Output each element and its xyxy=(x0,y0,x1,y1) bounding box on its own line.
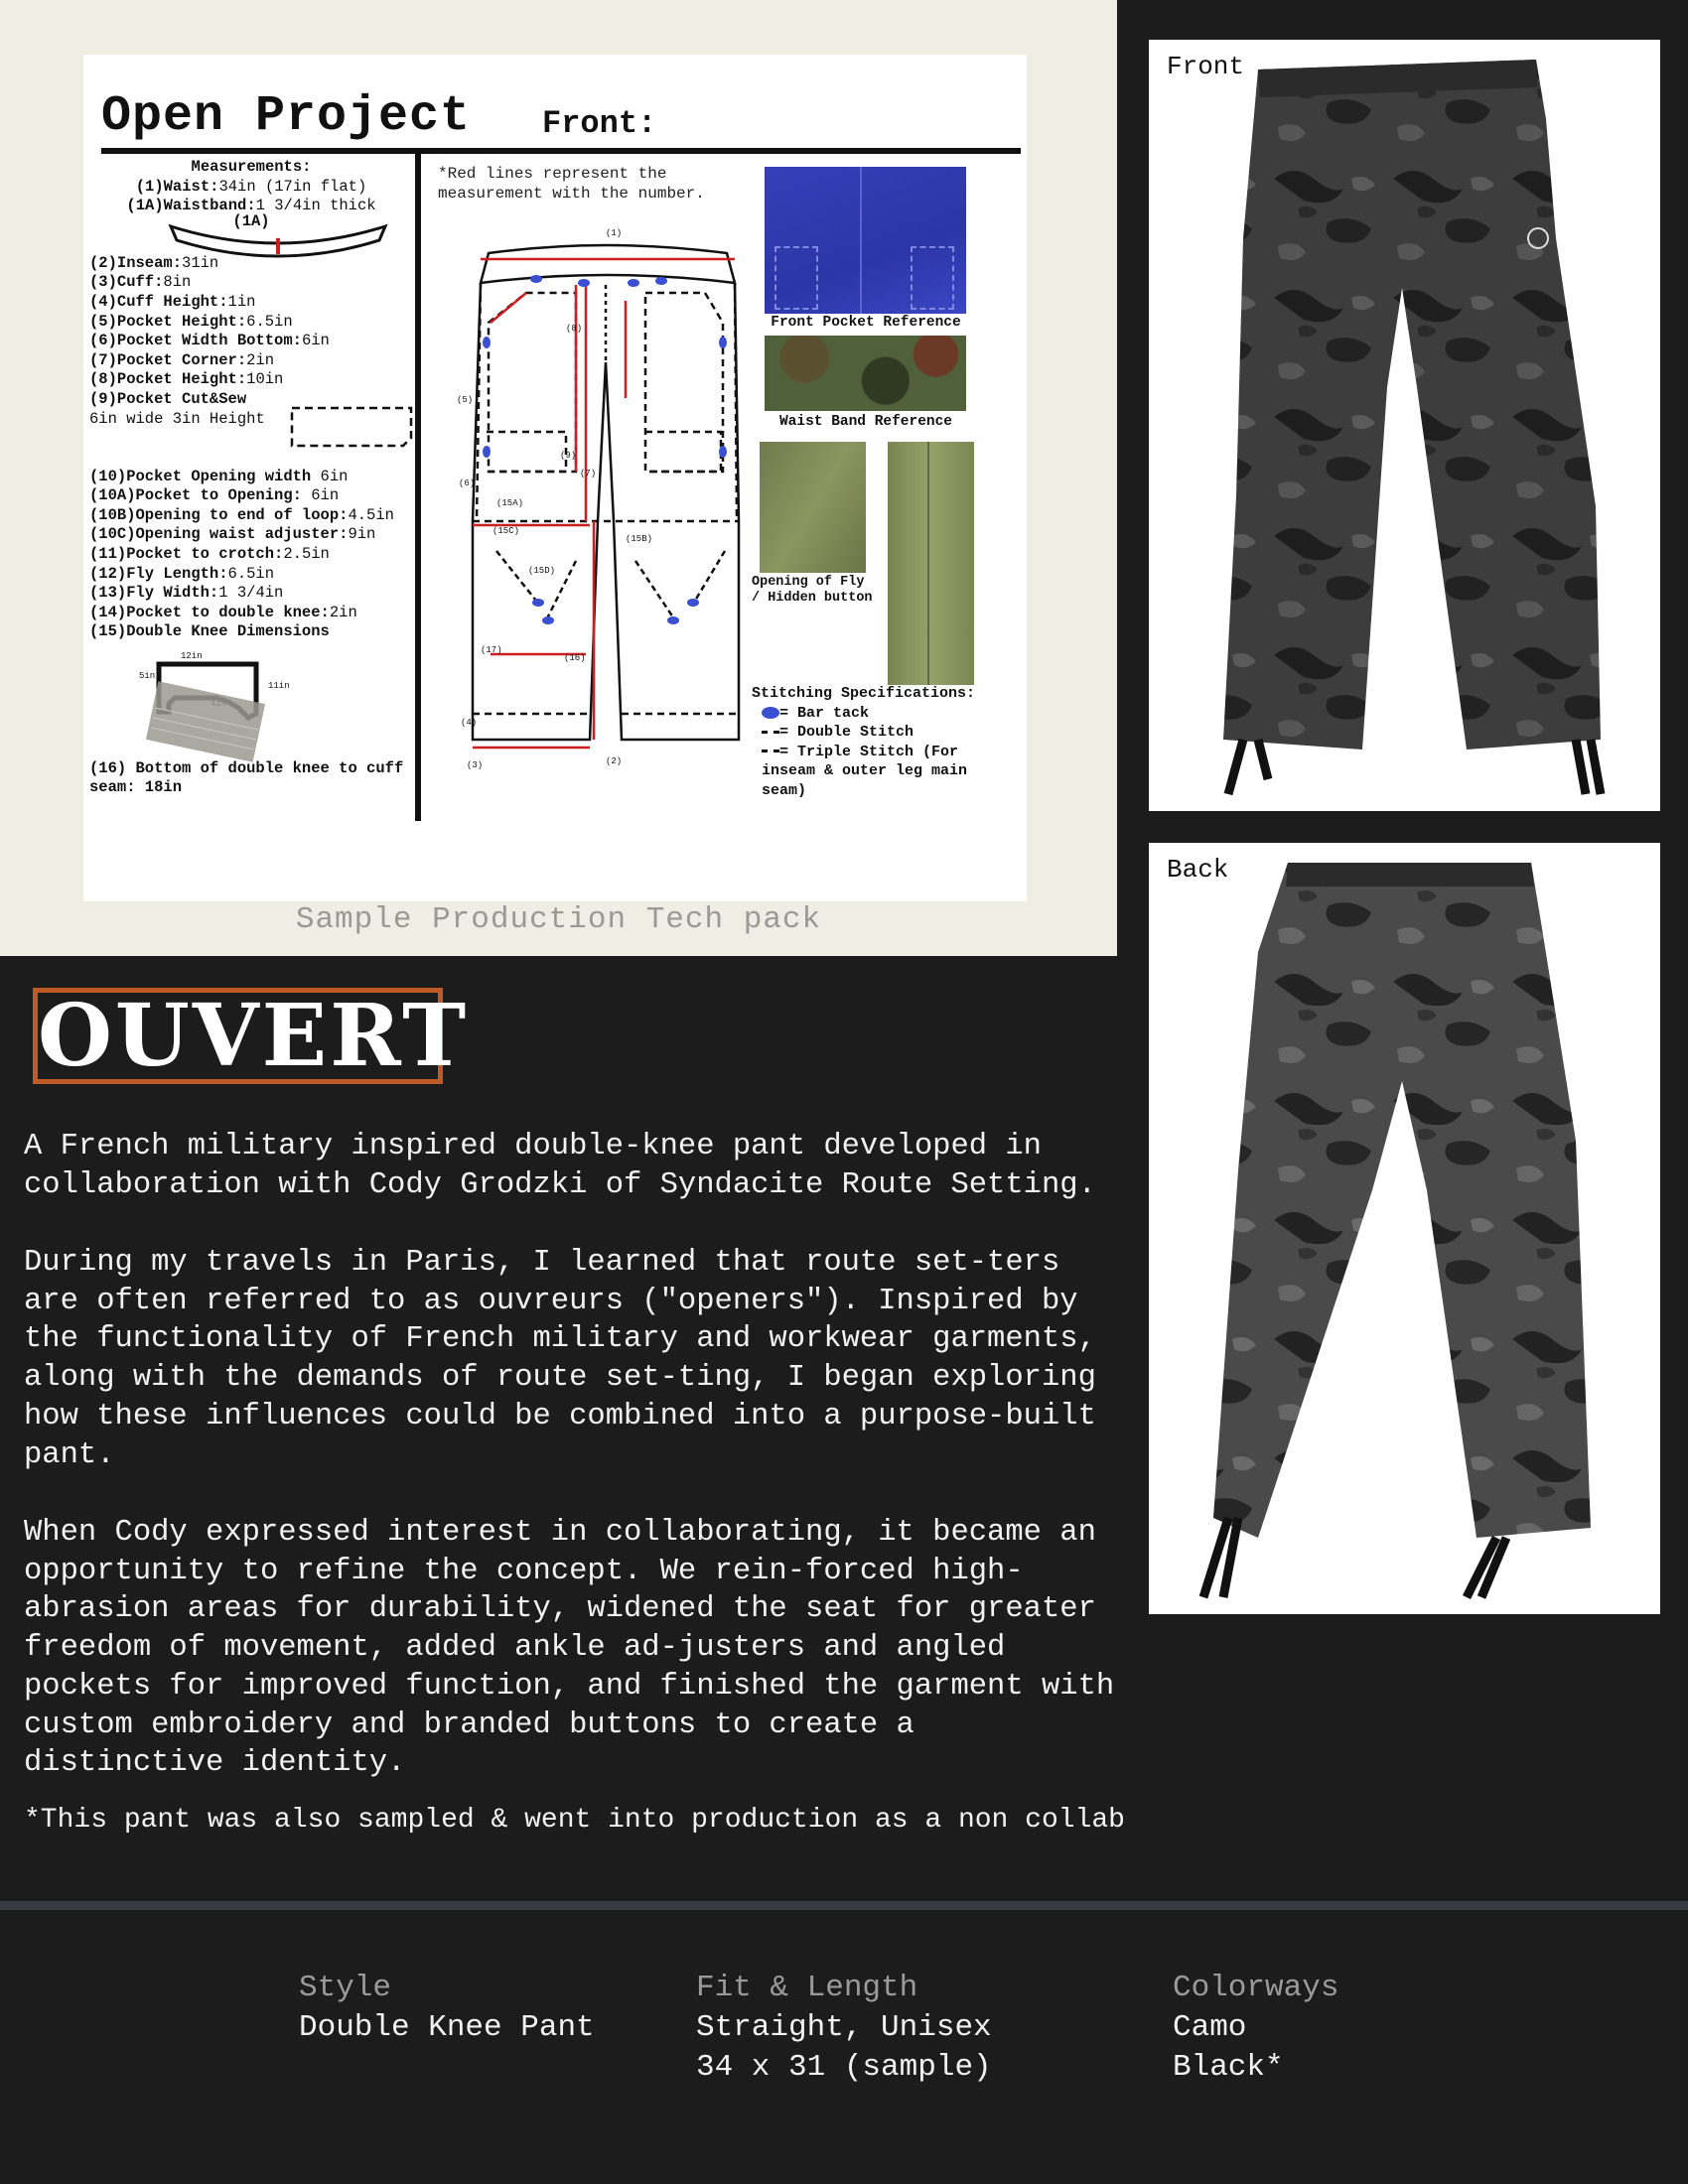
brand-title: OUVERT xyxy=(38,986,470,1086)
measurement-waist: (1)Waist:34in (17in flat) xyxy=(135,177,367,196)
diagram-label: (8) xyxy=(566,324,583,334)
techpack-panel xyxy=(0,0,1117,956)
measurement-waistband: (1A)Waistband:1 3/4in thick xyxy=(126,197,376,215)
measurements-heading: Measurements: xyxy=(191,158,312,176)
stitch-triple: = Triple Stitch (For inseam & outer leg main seam) xyxy=(762,743,968,799)
techpack-title: Open Project xyxy=(101,88,472,145)
diagram-label: (3) xyxy=(467,760,484,770)
diagram-label: (2) xyxy=(606,756,623,766)
diagram-label: (6) xyxy=(459,478,476,488)
diagram-label: (15C) xyxy=(492,526,520,536)
footer-divider xyxy=(0,1901,1688,1910)
measurement-item: (8)Pocket Height:10in xyxy=(89,370,284,389)
waist-band-reference-image xyxy=(765,336,966,411)
spec-fit-heading: Fit & Length xyxy=(696,1971,918,2005)
spec-colorways-heading: Colorways xyxy=(1173,1971,1339,2005)
production-note: *This pant was also sampled & went into production as a non collab xyxy=(24,1805,1125,1836)
measurement-item: (14)Pocket to double knee:2in xyxy=(89,603,357,621)
spec-style-value: Double Knee Pant xyxy=(299,2010,595,2045)
stitching-specifications xyxy=(752,684,1020,800)
measurement-item: (10)Pocket Opening width 6in xyxy=(89,467,349,485)
brand-logo-box xyxy=(33,986,470,1086)
cut-sew-sketch xyxy=(288,404,417,450)
front-photo-label: Front xyxy=(1167,52,1245,81)
stitch-double: = Double Stitch xyxy=(752,723,1020,743)
diagram-label: (9) xyxy=(560,451,577,461)
svg-text:12in: 12in xyxy=(181,650,203,661)
spec-style xyxy=(299,1969,595,2048)
waistband-sketch xyxy=(89,211,413,254)
front-pocket-reference-caption: Front Pocket Reference xyxy=(771,315,961,331)
diagram-label: (17) xyxy=(481,645,502,655)
diagram-label: (15B) xyxy=(626,534,653,544)
measurement-item: (2)Inseam:31in xyxy=(89,253,219,272)
collab-paragraph: When Cody expressed interest in collaborating, it became an opportunity to refine the concept. We rein-forced high-abrasion areas for durability, widened the seat for greater freedom of movement, added ankle ad-justers and angled pockets for improved function, and finished the garment with custom embroidery and branded buttons to create a distinctive identity. xyxy=(24,1516,1115,1781)
back-pant-photo xyxy=(1149,843,1660,1614)
front-pocket-reference-image xyxy=(765,167,966,314)
diagram-label: (7) xyxy=(580,469,597,478)
diagram-label: (4) xyxy=(461,718,478,728)
measurement-16: (16) Bottom of double knee to cuff seam: 18in xyxy=(89,758,404,797)
story-paragraph: During my travels in Paris, I learned that route set-ters are often referred to as ouvreurs ("openers"). Inspired by the functionality of French military and workwear garments, along with the demands of route set-ting, I began exploring how these influences could be combined into a purpose-built pant. xyxy=(24,1246,1096,1472)
leg-reference-image xyxy=(888,442,974,685)
stitch-bar-tack: = Bar tack xyxy=(752,704,1020,724)
stitching-heading: Stitching Specifications: xyxy=(752,685,976,702)
svg-text:11in: 11in xyxy=(268,680,290,691)
waistband-tag: (1A) xyxy=(232,211,270,230)
spec-style-heading: Style xyxy=(299,1971,392,2005)
measurement-item: (7)Pocket Corner:2in xyxy=(89,350,275,369)
measurements-list xyxy=(89,158,413,798)
diagram-label: (15A) xyxy=(496,498,524,508)
spec-fit-value: Straight, Unisex xyxy=(696,2010,992,2045)
diagram-label: (1) xyxy=(606,228,623,238)
back-photo-label: Back xyxy=(1167,855,1229,885)
front-photo-panel xyxy=(1149,40,1660,811)
spec-colorway-value: Camo xyxy=(1173,2010,1247,2045)
header-rule xyxy=(101,148,1021,154)
fly-reference-caption: Opening of Fly / Hidden button xyxy=(752,575,873,606)
measurement-item: (10C)Opening waist adjuster:9in xyxy=(89,525,376,544)
techpack-sheet xyxy=(83,55,1027,901)
spec-fit xyxy=(696,1969,992,2088)
measurement-item: (11)Pocket to crotch:2.5in xyxy=(89,544,330,563)
intro-paragraph: A French military inspired double-knee pant developed in collaboration with Cody Grodzki of Syndacite Route Setting. xyxy=(24,1130,1096,1202)
diagram-label: (5) xyxy=(457,395,474,405)
column-divider xyxy=(415,154,421,821)
double-knee-sketch xyxy=(89,642,413,759)
measurement-item: (13)Fly Width:1 3/4in xyxy=(89,584,284,603)
measurement-item: (10A)Pocket to Opening: 6in xyxy=(89,486,340,505)
measurement-item: (10B)Opening to end of loop:4.5in xyxy=(89,505,394,524)
measurement-item: (5)Pocket Height:6.5in xyxy=(89,312,293,331)
waist-band-reference-caption: Waist Band Reference xyxy=(778,414,953,430)
spec-fit-value: 34 x 31 (sample) xyxy=(696,2050,992,2085)
techpack-caption: Sample Production Tech pack xyxy=(295,902,822,937)
measurement-item: (15)Double Knee Dimensions xyxy=(89,622,330,641)
front-pant-photo xyxy=(1149,40,1660,811)
pant-front-diagram xyxy=(457,223,745,779)
red-lines-note: *Red lines represent the measurement with the number. xyxy=(438,165,705,203)
measurement-item: (6)Pocket Width Bottom:6in xyxy=(89,332,330,350)
measurement-item: (4)Cuff Height:1in xyxy=(89,292,256,311)
cut-sew-size: 6in wide 3in Height xyxy=(89,409,265,428)
measurement-item: (12)Fly Length:6.5in xyxy=(89,564,275,583)
measurement-item: (9)Pocket Cut&Sew xyxy=(89,389,247,408)
back-photo-panel xyxy=(1149,843,1660,1614)
svg-text:5in: 5in xyxy=(139,670,156,681)
front-label: Front: xyxy=(542,105,657,142)
diagram-label: (15D) xyxy=(528,566,556,576)
diagram-label: (16) xyxy=(564,653,586,663)
spec-colorway-value: Black* xyxy=(1173,2050,1284,2085)
measurement-item: (3)Cuff:8in xyxy=(89,273,192,292)
spec-colorways xyxy=(1173,1969,1338,2088)
fly-reference-image xyxy=(760,442,866,573)
